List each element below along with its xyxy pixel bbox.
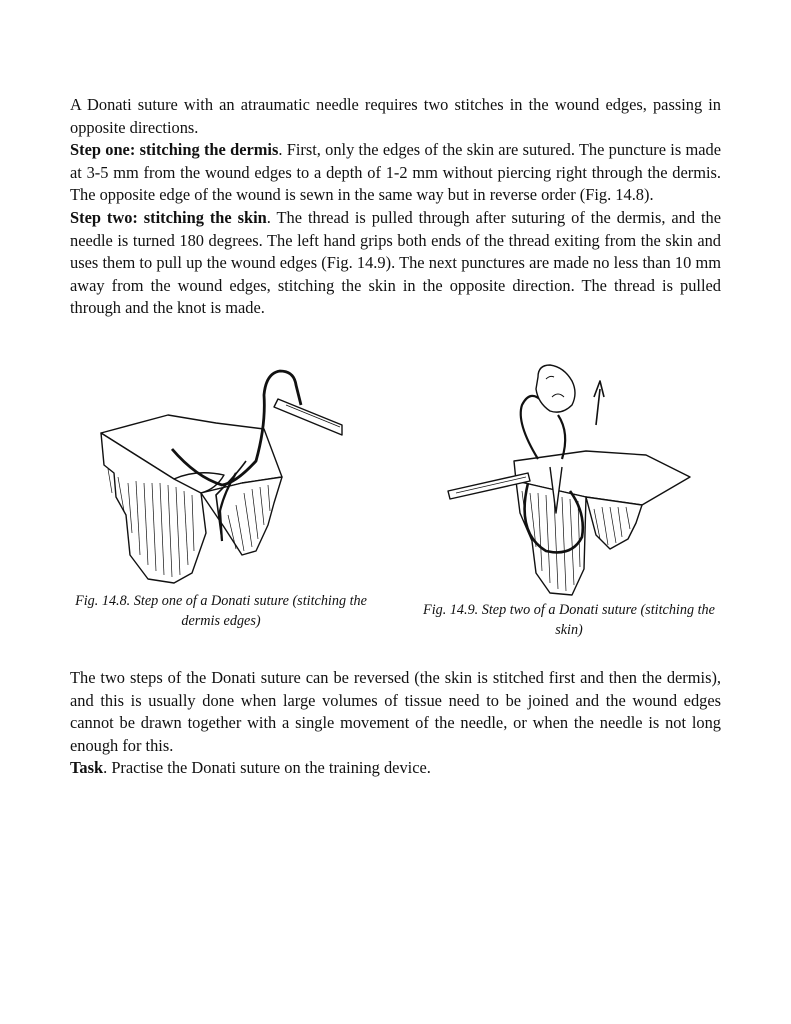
paragraph-text: . Practise the Donati suture on the training device. [103, 758, 431, 778]
paragraph-intro [70, 94, 721, 139]
paragraph-text: A Donati suture with an atraumatic needle requires two stitches in the wound edges, passing in opposite directions. [70, 95, 721, 137]
figure-14-9-caption: Fig. 14.9. Step two of a Donati suture (stitching the skin) [423, 602, 715, 638]
figure-14-8-caption: Fig. 14.8. Step one of a Donati suture (stitching the dermis edges) [75, 593, 367, 629]
paragraph-task [70, 757, 721, 780]
paragraph-heading: Step one: stitching the dermis [70, 140, 279, 160]
paragraph-heading: Step two: stitching the skin [70, 207, 267, 227]
paragraph-step-one [70, 139, 721, 207]
paragraph-text: . First, only the edges of the skin are sutured. The puncture is made at 3-5 mm from the wound edges to a depth of 1-2 mm without piercing right through the dermis. The opposite edge of the wound is sewn in the same way but in reverse order (Fig. 14.8). [70, 140, 721, 205]
paragraph-text: The two steps of the Donati suture can be reversed (the skin is stitched first and then the dermis), and this is usually done when large volumes of tissue need to be joined and the wound edges cannot be drawn together with a single movement of the needle, or when the needle is not long enough for this. [70, 668, 721, 755]
figure-14-8-illustration [96, 365, 346, 587]
text-block-bottom [70, 667, 721, 780]
paragraph-text: . The thread is pulled through after suturing of the dermis, and the needle is turned 180 degrees. The left hand grips both ends of the thread exiting from the skin and uses them to pull up the wound edges (Fig. 14.9). The next punctures are made no less than 10 mm away from the wound edges, stitching the skin in the opposite direction. The thread is pulled through and the knot is made. [70, 207, 722, 318]
paragraph-reversal [70, 667, 721, 757]
figure-14-9-illustration [446, 363, 694, 599]
paragraph-step-two [70, 207, 721, 320]
paragraph-heading: Task [70, 758, 104, 778]
text-block-top [70, 94, 721, 320]
